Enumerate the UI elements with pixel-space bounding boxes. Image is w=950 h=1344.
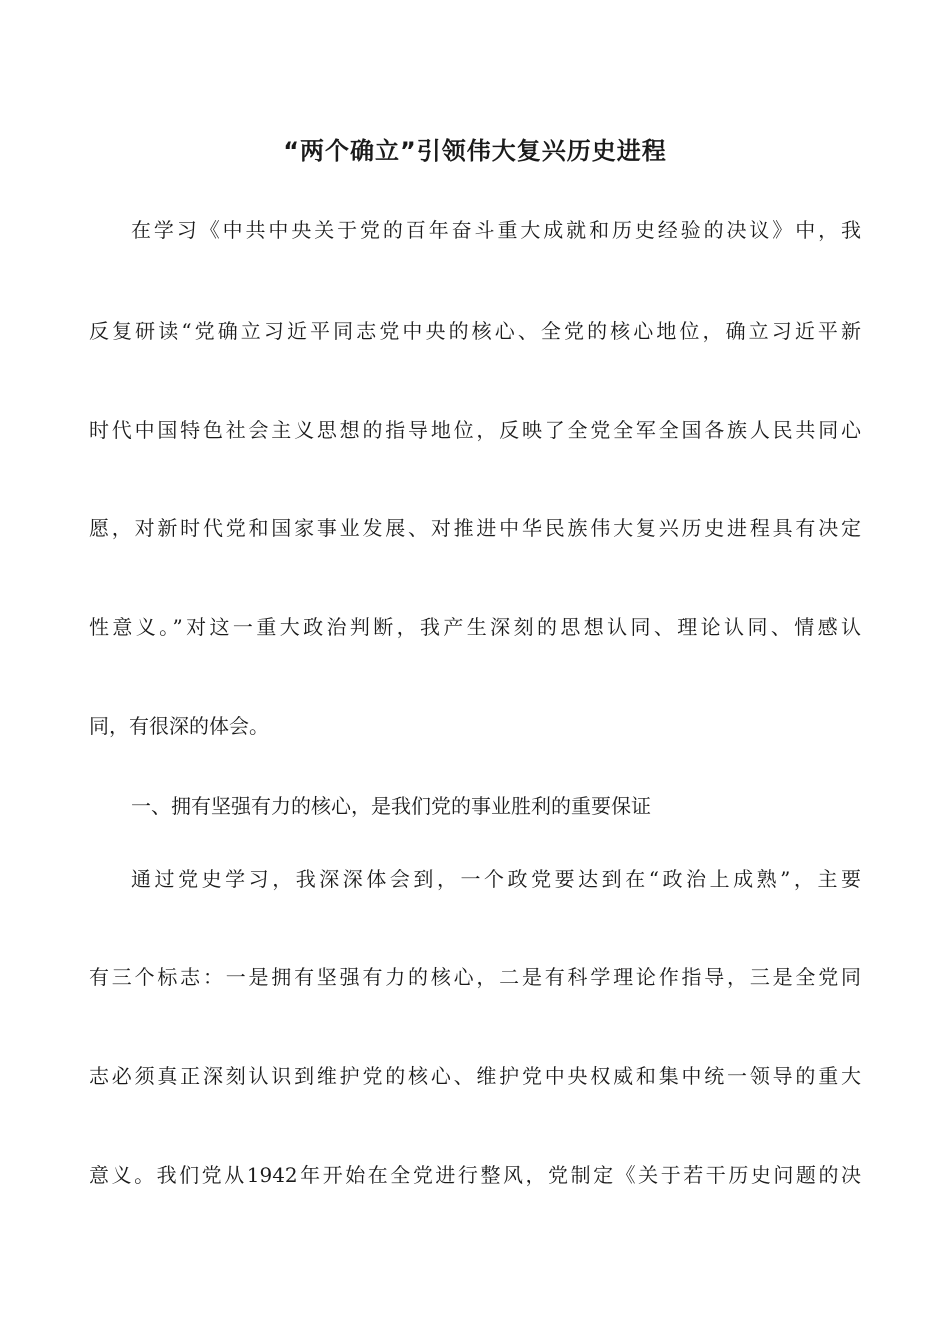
paragraph-line: 在学习《中共中央关于党的百年奋斗重大成就和历史经验的决议》中，我 bbox=[131, 218, 861, 242]
paragraph-line: 同，有很深的体会。 bbox=[89, 714, 269, 738]
document-title: “两个确立”引领伟大复兴历史进程 bbox=[283, 137, 667, 165]
section-heading: 一、拥有坚强有力的核心，是我们党的事业胜利的重要保证 bbox=[131, 794, 651, 818]
paragraph-line: 时代中国特色社会主义思想的指导地位，反映了全党全军全国各族人民共同心 bbox=[89, 418, 861, 442]
paragraph-line: 通过党史学习，我深深体会到，一个政党要达到在“政治上成熟”，主要 bbox=[131, 867, 861, 891]
paragraph-line: 愿，对新时代党和国家事业发展、对推进中华民族伟大复兴历史进程具有决定 bbox=[89, 516, 861, 540]
paragraph-line: 反复研读“党确立习近平同志党中央的核心、全党的核心地位，确立习近平新 bbox=[89, 319, 861, 343]
paragraph-line: 性意义。”对这一重大政治判断，我产生深刻的思想认同、理论认同、情感认 bbox=[89, 615, 861, 639]
paragraph-line: 意义。我们党从1942年开始在全党进行整风，党制定《关于若干历史问题的决 bbox=[89, 1163, 861, 1187]
paragraph-line: 志必须真正深刻认识到维护党的核心、维护党中央权威和集中统一领导的重大 bbox=[89, 1064, 861, 1088]
paragraph-line: 有三个标志：一是拥有坚强有力的核心，二是有科学理论作指导，三是全党同 bbox=[89, 965, 861, 989]
